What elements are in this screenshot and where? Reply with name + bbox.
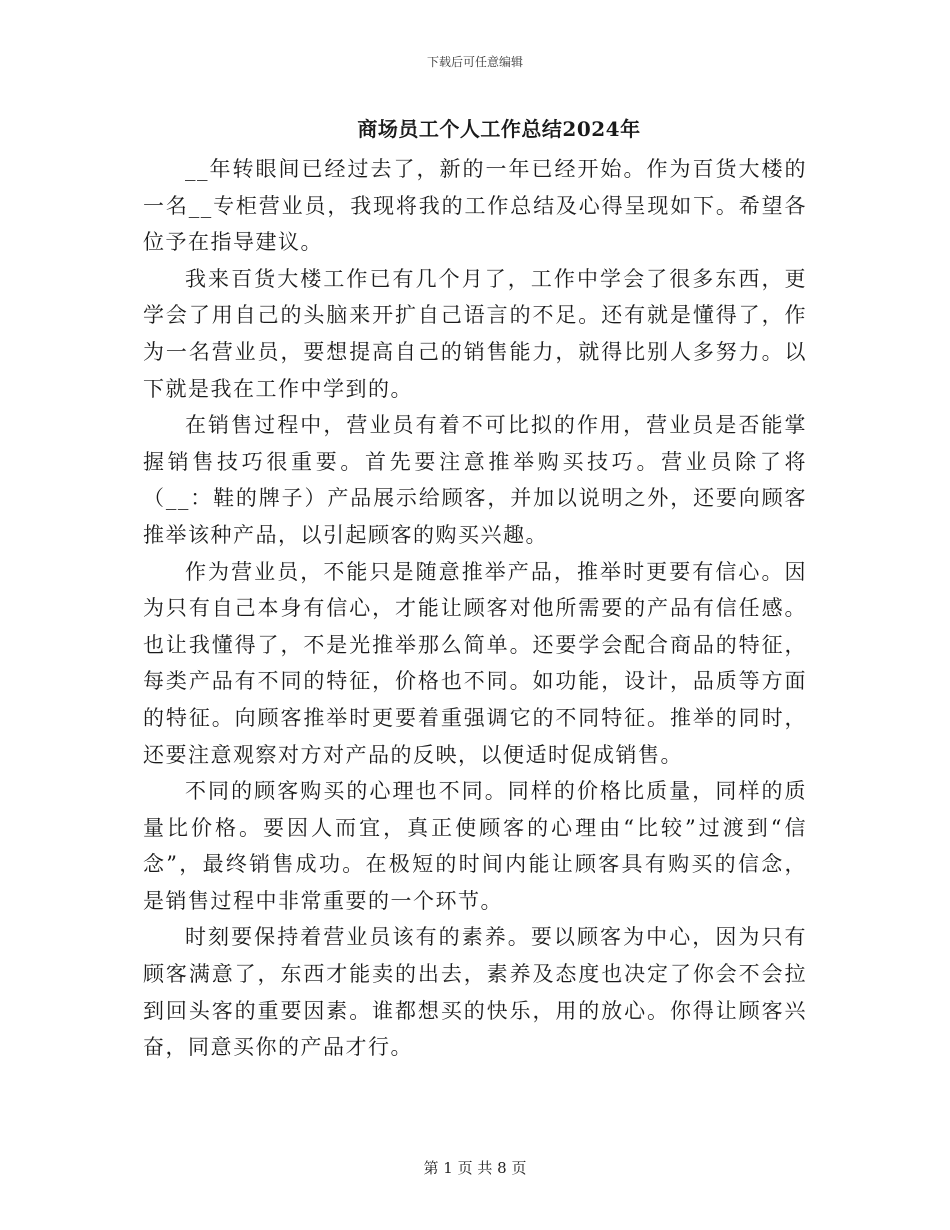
paragraph-4: 作为营业员，不能只是随意推举产品，推举时更要有信心。因为只有自己本身有信心，才能让顾客对他所需要的产品有信任感。也让我懂得了，不是光推举那么简单。还要学会配合商品的特征，每类产品有不同的特征，价格也不同。如功能，设计，品质等方面的特征。向顾客推举时更要着重强调它的不同特征。推举的同时，还要注意观察对方对产品的反映，以便适时促成销售。	[143, 559, 807, 767]
paragraph-3: 在销售过程中，营业员有着不可比拟的作用，营业员是否能掌握销售技巧很重要。首先要注意推举购买技巧。营业员除了将（__：鞋的牌子）产品展示给顾客，并加以说明之外，还要向顾客推举该种产品，以引起顾客的购买兴趣。	[143, 413, 807, 547]
paragraph-1: __年转眼间已经过去了，新的一年已经开始。作为百货大楼的一名__专柜营业员，我现将我的工作总结及心得呈现如下。希望各位予在指导建议。	[143, 157, 807, 255]
document-title: 商场员工个人工作总结2024年	[357, 117, 641, 141]
paragraph-6: 时刻要保持着营业员该有的素养。要以顾客为中心，因为只有顾客满意了，东西才能卖的出去，素养及态度也决定了你会不会拉到回头客的重要因素。谁都想买的快乐，用的放心。你得让顾客兴奋，同意买你的产品才行。	[143, 925, 807, 1060]
paragraph-2: 我来百货大楼工作已有几个月了，工作中学会了很多东西，更学会了用自己的头脑来开扩自己语言的不足。还有就是懂得了，作为一名营业员，要想提高自己的销售能力，就得比别人多努力。以下就是我在工作中学到的。	[143, 266, 807, 401]
page-footer: 第 1 页 共 8 页	[423, 1159, 527, 1177]
paragraph-5: 不同的顾客购买的心理也不同。同样的价格比质量，同样的质量比价格。要因人而宜，真正使顾客的心理由“比较”过渡到“信念”，最终销售成功。在极短的时间内能让顾客具有购买的信念，是销售过程中非常重要的一个环节。	[143, 779, 807, 913]
document-body	[143, 151, 807, 1066]
header-note: 下载后可任意编辑	[426, 55, 523, 69]
